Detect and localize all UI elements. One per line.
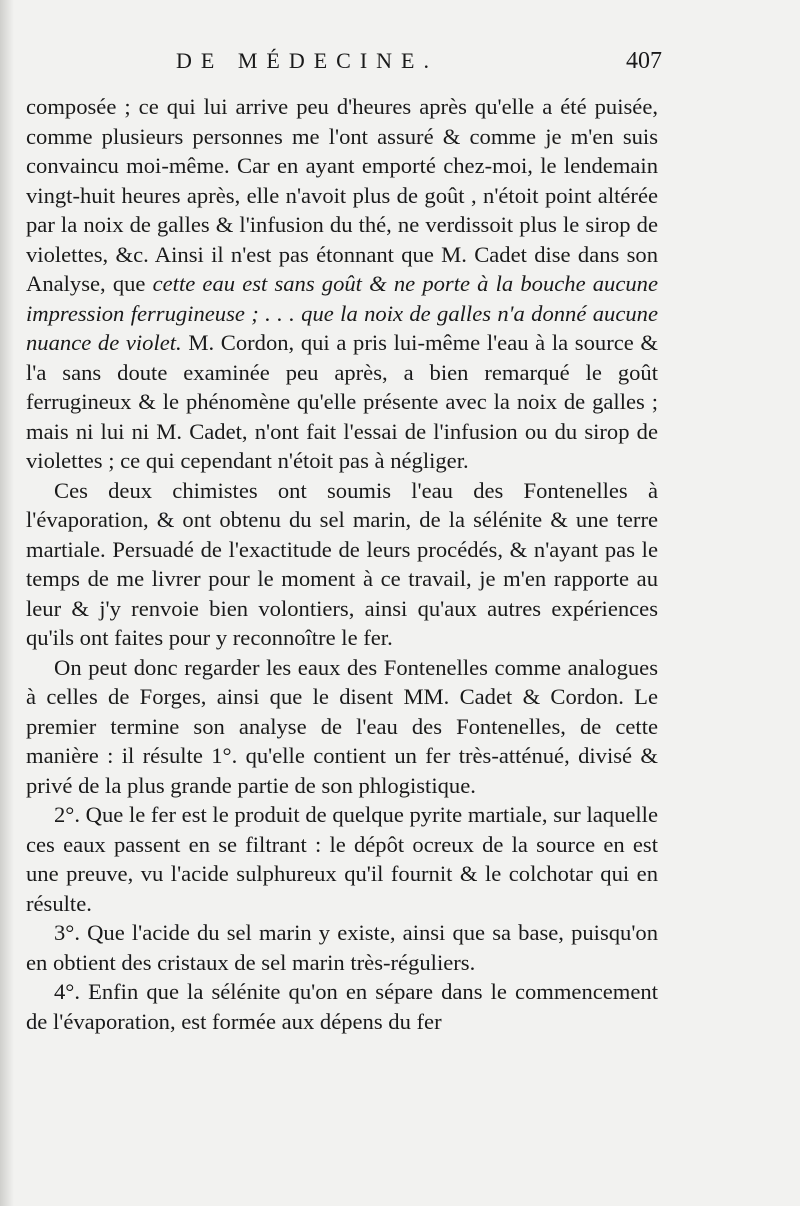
paragraph	[26, 800, 658, 918]
text-run: Ces deux chimistes ont soumis l'eau des Fontenelles à l'évaporation, & ont obtenu du sel marin, de la sélénite & une terre martiale. Persuadé de l'exactitude de leurs procédés, & n'ayant pas le temps de me livrer pour le moment à ce travail, je m'en rapporte au leur & j'y renvoie bien volontiers, ainsi qu'aux autres expériences qu'ils ont faites pour y reconnoître le fer.	[26, 477, 658, 650]
paragraph	[26, 918, 658, 977]
paragraph	[26, 92, 658, 476]
text-run: 3°. Que l'acide du sel marin y existe, ainsi que sa base, puisqu'on en obtient des cristaux de sel marin très-réguliers.	[26, 920, 658, 975]
text-run: 4°. Enfin que la sélénite qu'on en sépare dans le commencement de l'évaporation, est formée aux dépens du fer	[26, 979, 658, 1034]
text-run: M. Cordon, qui a pris lui-même l'eau à la source & l'a sans doute examinée peu après, a bien remarqué le goût ferrugineux & le phénomène qu'elle présente avec la noix de galles ; mais ni lui ni M. Cadet, n'ont fait l'essai de l'infusion ou du sirop de violettes ; ce qui cependant n'étoit pas à négliger.	[26, 330, 659, 473]
quoted-analysis: cette eau est sans goût & ne porte à la bouche aucune impression ferrugineuse ; . . . que la noix de galles n'a donné aucune nuance de violet.	[26, 271, 658, 355]
paragraph	[26, 977, 658, 1036]
text-run: composée ; ce qui lui arrive peu d'heures après qu'elle a été puisée, comme plusieurs personnes me l'ont assuré & comme je m'en suis convaincu moi-même. Car en ayant emporté chez-moi, le lendemain vingt-huit heures après, elle n'avoit plus de goût , n'étoit point altérée par la noix de galles & l'infusion du thé, ne verdissoit plus le sirop de violettes, &c. Ainsi il n'est pas étonnant que M. Cadet dise dans son Analyse, que	[26, 94, 658, 296]
page-header	[26, 40, 780, 92]
body-text	[26, 92, 658, 1036]
text-run: 2°. Que le fer est le produit de quelque pyrite martiale, sur laquelle ces eaux passent en se filtrant : le dépôt ocreux de la source en est une preuve, vu l'acide sulphureux qu'il fournit & le colchotar qui en résulte.	[26, 802, 658, 916]
paragraph	[26, 476, 658, 653]
paragraph	[26, 653, 658, 801]
running-title: DE MÉDECINE.	[176, 48, 438, 73]
text-run: On peut donc regarder les eaux des Fontenelles comme analogues à celles de Forges, ainsi que le disent MM. Cadet & Cordon. Le premier termine son analyse de l'eau des Fontenelles, de cette manière : il résulte 1°. qu'elle contient un fer très-atténué, divisé & privé de la plus grande partie de son phlogistique.	[26, 654, 658, 798]
page-number: 407	[626, 48, 662, 74]
